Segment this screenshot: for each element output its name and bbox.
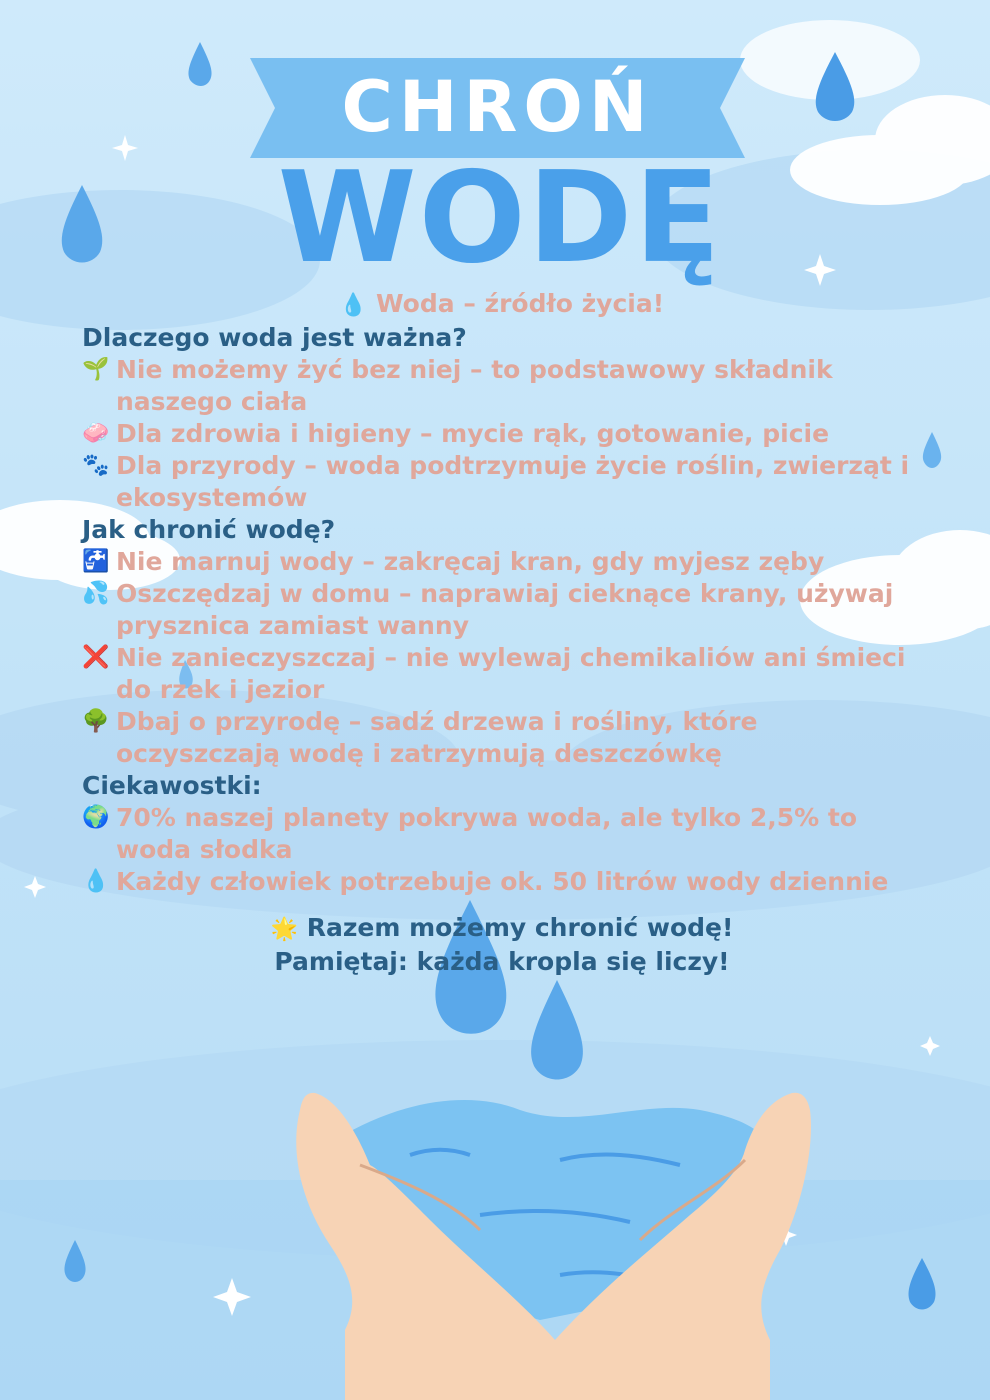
- list-item: [82, 418, 922, 450]
- paw-prints-icon: 🐾: [82, 453, 110, 478]
- list-item: [82, 802, 922, 866]
- list-item-text: Nie możemy żyć bez niej – to podstawowy składnik naszego ciała: [116, 355, 833, 416]
- list-item: [82, 866, 922, 898]
- list-item: [82, 642, 922, 706]
- list-item-text: 70% naszej planety pokrywa woda, ale tylko 2,5% to woda słodka: [116, 803, 858, 864]
- sprout-icon: 🌱: [82, 357, 110, 382]
- water-tap-icon: 🚰: [82, 549, 110, 574]
- list-item: [82, 578, 922, 642]
- sweat-droplets-icon: 💦: [82, 581, 110, 606]
- list-item-text: Dla zdrowia i higieny – mycie rąk, gotowanie, picie: [116, 419, 830, 448]
- list-item-text: Dla przyrody – woda podtrzymuje życie roślin, zwierząt i ekosystemów: [116, 451, 910, 512]
- closing-message: [82, 912, 922, 978]
- sparkle-icon: [112, 135, 138, 161]
- closing-line-1: [82, 912, 922, 946]
- list-item: [82, 450, 922, 514]
- water-drop-icon: [923, 432, 941, 468]
- section-heading-why-water: Dlaczego woda jest ważna?: [82, 323, 467, 352]
- sparkle-icon: [920, 1036, 940, 1056]
- water-drop-icon: 💧: [82, 869, 110, 894]
- list-item: [82, 706, 922, 770]
- list-item: [82, 354, 922, 418]
- closing-line-2: Pamiętaj: każda kropla się liczy!: [274, 947, 730, 976]
- subtitle-text: Woda – źródło życia!: [375, 289, 665, 318]
- main-title: WODĘ: [277, 144, 723, 291]
- water-drop-icon: [531, 980, 583, 1080]
- section-heading-how-to-protect: Jak chronić wodę?: [82, 515, 336, 544]
- water-drop-icon: [188, 42, 211, 86]
- soap-icon: 🧼: [82, 421, 110, 446]
- water-drop-icon: 💧: [339, 293, 368, 318]
- subtitle: [82, 288, 922, 322]
- list-item: [82, 546, 922, 578]
- list-item-text: Nie zanieczyszczaj – nie wylewaj chemikaliów ani śmieci do rzek i jezior: [116, 643, 906, 704]
- star-icon: 🌟: [270, 917, 298, 942]
- closing-line-1-text: Razem możemy chronić wodę!: [306, 913, 734, 942]
- globe-icon: 🌍: [82, 805, 110, 830]
- tree-icon: 🌳: [82, 709, 110, 734]
- section-heading-fun-facts: Ciekawostki:: [82, 771, 262, 800]
- cupped-hands-with-water: [296, 1093, 811, 1400]
- poster-content: [82, 288, 922, 978]
- cross-mark-icon: ❌: [82, 645, 110, 670]
- list-item-text: Nie marnuj wody – zakręcaj kran, gdy myjesz zęby: [116, 547, 825, 576]
- list-item-text: Każdy człowiek potrzebuje ok. 50 litrów wody dziennie: [116, 867, 889, 896]
- list-item-text: Oszczędzaj w domu – naprawiaj cieknące krany, używaj prysznica zamiast wanny: [116, 579, 894, 640]
- banner-title: CHROŃ: [341, 66, 654, 148]
- list-item-text: Dbaj o przyrodę – sadź drzewa i rośliny, które oczyszczają wodę i zatrzymują deszczówkę: [116, 707, 758, 768]
- sparkle-icon: [24, 876, 46, 898]
